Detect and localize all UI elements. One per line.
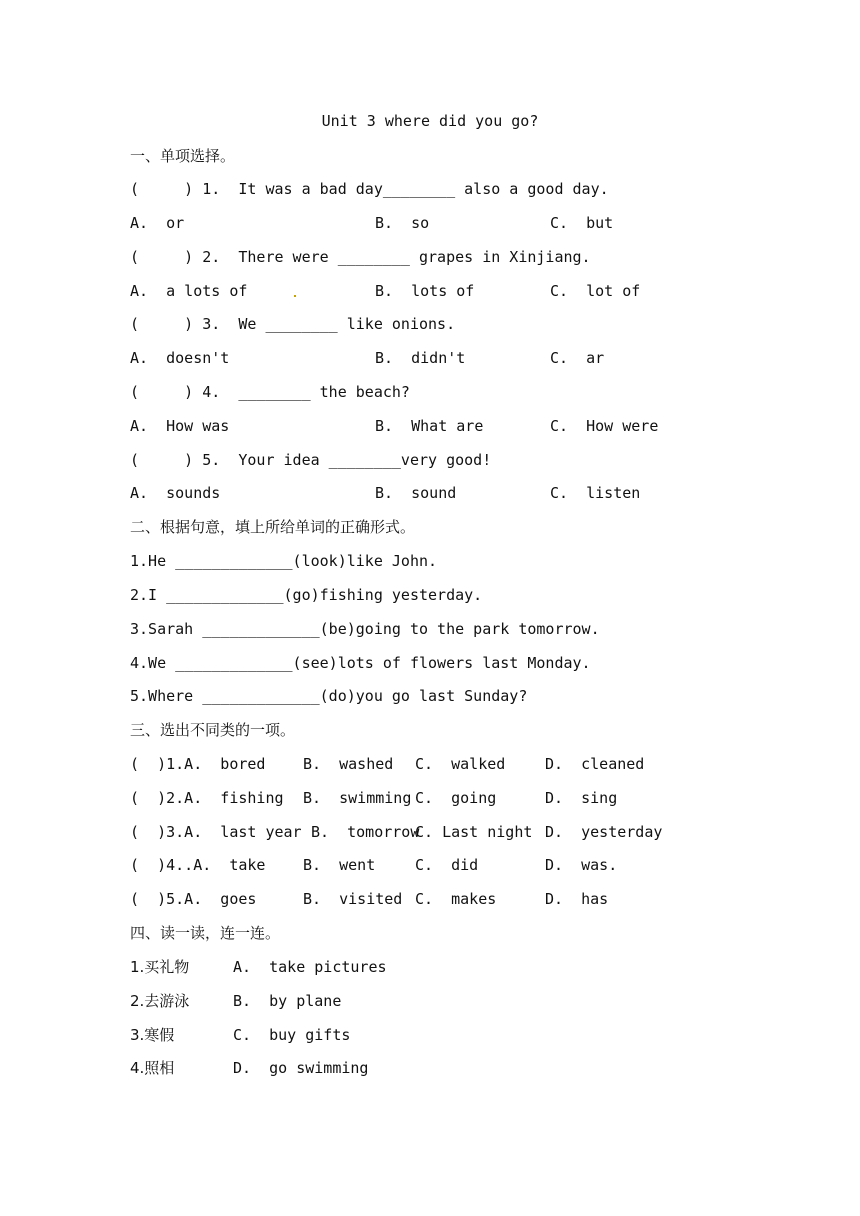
match-left: 4.照相 [130, 1059, 175, 1077]
option-c: C. going [415, 789, 497, 807]
match-right: D. go swimming [233, 1059, 369, 1077]
fill-item-3: 3.Sarah _____________(be)going to the park tomorrow. [130, 620, 600, 638]
option-c: C. Last night [415, 823, 533, 841]
match-left: 1.买礼物 [130, 958, 190, 976]
option-a: A. sounds [130, 484, 221, 502]
question-5-stem: ( ) 5. Your idea ________very good! [130, 451, 492, 469]
stray-dot [294, 295, 296, 297]
option-b: B. went [303, 856, 376, 874]
row-num-a: ( )1.A. bored [130, 755, 266, 773]
fill-item-1: 1.He _____________(look)like John. [130, 552, 438, 570]
option-d: D. sing [545, 789, 618, 807]
question-2-stem: ( ) 2. There were ________ grapes in Xinjiang. [130, 248, 591, 266]
option-c: C. listen [550, 484, 641, 502]
option-b: B. visited [303, 890, 403, 908]
option-b: B. so [375, 214, 430, 232]
option-c: C. but [550, 214, 614, 232]
match-left: 3.寒假 [130, 1026, 175, 1044]
option-b: B. didn't [375, 349, 466, 367]
match-right: C. buy gifts [233, 1026, 351, 1044]
fill-item-5: 5.Where _____________(do)you go last Sunday? [130, 687, 528, 705]
row-num-a: ( )3.A. last year [130, 823, 302, 841]
question-5-options [130, 482, 730, 504]
row-num-a: ( )4..A. take [130, 856, 266, 874]
question-1-options [130, 212, 730, 234]
option-b: B. washed [303, 755, 394, 773]
option-c: C. did [415, 856, 479, 874]
option-c: C. How were [550, 417, 659, 435]
fill-item-4: 4.We _____________(see)lots of flowers last Monday. [130, 654, 591, 672]
option-d: D. was. [545, 856, 618, 874]
match-right: A. take pictures [233, 958, 387, 976]
question-4-stem: ( ) 4. ________ the beach? [130, 383, 410, 401]
page-title: Unit 3 where did you go? [321, 112, 539, 130]
question-3-stem: ( ) 3. We ________ like onions. [130, 315, 456, 333]
match-row-3 [130, 1024, 530, 1046]
odd-one-row-1 [130, 753, 730, 775]
option-d: D. has [545, 890, 609, 908]
option-b: B. swimming [303, 789, 412, 807]
section2-heading: 二、根据句意，填上所给单词的正确形式。 [130, 518, 416, 536]
option-c: C. walked [415, 755, 506, 773]
row-num-a: ( )2.A. fishing [130, 789, 284, 807]
option-d: D. yesterday [545, 823, 663, 841]
option-a: A. doesn't [130, 349, 230, 367]
option-b: B. lots of [375, 282, 475, 300]
match-row-4 [130, 1057, 530, 1079]
option-b: B. sound [375, 484, 457, 502]
odd-one-row-5 [130, 888, 730, 910]
option-d: D. cleaned [545, 755, 645, 773]
odd-one-row-4 [130, 854, 730, 876]
match-right: B. by plane [233, 992, 342, 1010]
section4-heading: 四、读一读，连一连。 [130, 924, 281, 942]
fill-item-2: 2.I _____________(go)fishing yesterday. [130, 586, 483, 604]
section1-heading: 一、单项选择。 [130, 147, 236, 165]
match-left: 2.去游泳 [130, 992, 190, 1010]
odd-one-row-2 [130, 787, 730, 809]
option-a: A. a lots of [130, 282, 248, 300]
option-a: A. How was [130, 417, 230, 435]
row-num-a: ( )5.A. goes [130, 890, 257, 908]
option-c: C. ar [550, 349, 605, 367]
option-b: B. tomorrow [311, 823, 420, 841]
question-4-options [130, 415, 730, 437]
option-b: B. What are [375, 417, 484, 435]
match-row-2 [130, 990, 530, 1012]
option-c: C. lot of [550, 282, 641, 300]
question-3-options [130, 347, 730, 369]
question-2-options [130, 280, 730, 302]
section3-heading: 三、选出不同类的一项。 [130, 721, 296, 739]
match-row-1 [130, 956, 530, 978]
question-1-stem: ( ) 1. It was a bad day________ also a good day. [130, 180, 609, 198]
option-a: A. or [130, 214, 185, 232]
odd-one-row-3 [130, 821, 730, 843]
option-c: C. makes [415, 890, 497, 908]
